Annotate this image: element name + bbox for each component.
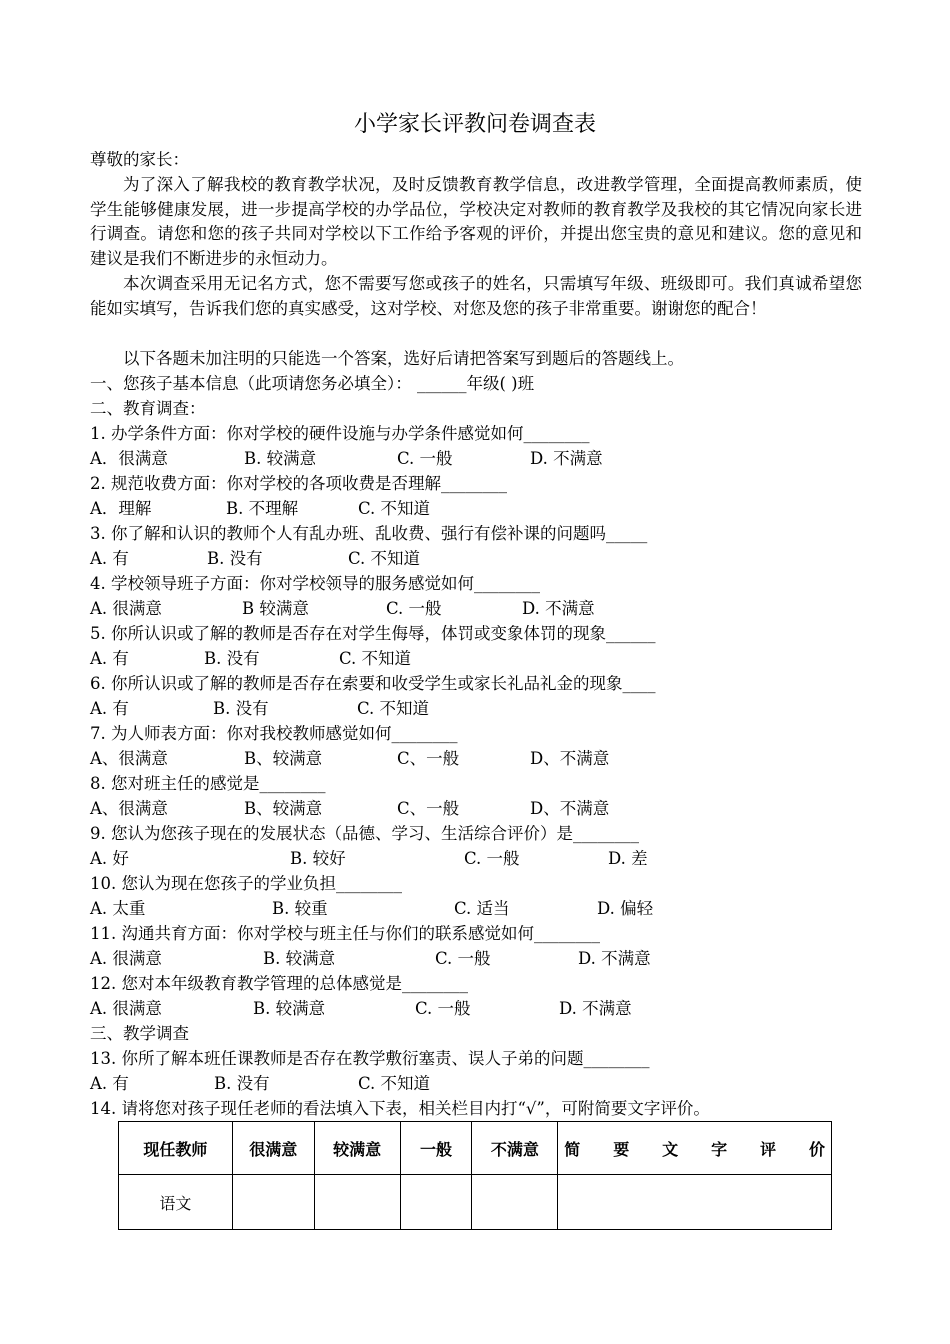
option: B. 较满意 [253, 999, 326, 1018]
option: C、一般 [397, 749, 460, 768]
option: D、不满意 [530, 799, 610, 818]
option: A. 好 [90, 849, 129, 868]
question-6: 6. 你所认识或了解的教师是否存在索要和收受学生或家长礼品礼金的现象____ [90, 674, 656, 693]
option: D. 不满意 [522, 599, 595, 618]
unsatisfied-cell[interactable] [472, 1175, 558, 1230]
options-6 [90, 697, 865, 722]
option: B 较满意 [242, 599, 309, 618]
option: C. 不知道 [348, 549, 421, 568]
options-5 [90, 647, 865, 672]
header-teacher: 现任教师 [119, 1122, 233, 1175]
intro-paragraph-3: 以下各题未加注明的只能选一个答案，选好后请把答案写到题后的答题线上。 [123, 349, 684, 368]
header-unsatisfied: 不满意 [472, 1122, 558, 1175]
option: D. 不满意 [559, 999, 632, 1018]
section-education-heading: 二、教育调查： [90, 399, 206, 418]
header-average: 一般 [400, 1122, 472, 1175]
option: C. 不知道 [339, 649, 412, 668]
options-7 [90, 747, 865, 772]
intro-paragraph-1: 为了深入了解我校的教育教学状况，及时反馈教育教学信息，改进教学管理，全面提高教师素质，使学生能够健康发展，进一步提高学校的办学品位，学校决定对教师的教育教学及我校的其它情况向家长进行调查。请您和您的孩子共同对学校以下工作给予客观的评价，并提出您宝贵的意见和建议。您的意见和建议是我们不断进步的永恒动力。 [90, 175, 862, 268]
option: A. 有 [90, 699, 129, 718]
question-10: 10. 您认为现在您孩子的学业负担________ [90, 874, 402, 893]
options-11 [90, 947, 865, 972]
average-cell[interactable] [400, 1175, 472, 1230]
option: A. 很满意 [90, 949, 162, 968]
question-14: 14. 请将您对孩子现任老师的看法填入下表，相关栏目内打“√”，可附简要文字评价。 [90, 1099, 710, 1118]
page-title: 小学家长评教问卷调查表 [353, 112, 596, 137]
comment-cell[interactable] [558, 1175, 832, 1230]
question-12: 12. 您对本年级教育教学管理的总体感觉是________ [90, 974, 468, 993]
options-1 [90, 447, 865, 472]
option: B、较满意 [244, 749, 323, 768]
option: B、较满意 [244, 799, 323, 818]
question-13: 13. 你所了解本班任课教师是否存在教学敷衍塞责、误人子弟的问题________ [90, 1049, 650, 1068]
header-brief-comment [558, 1122, 832, 1175]
question-2: 2. 规范收费方面：你对学校的各项收费是否理解________ [90, 474, 507, 493]
option: B. 不理解 [226, 499, 299, 518]
option: D. 不满意 [578, 949, 651, 968]
satisfied-cell[interactable] [314, 1175, 400, 1230]
option: C. 不知道 [357, 699, 430, 718]
header-char: 要 [613, 1139, 630, 1159]
option: D. 不满意 [530, 449, 603, 468]
question-4: 4. 学校领导班子方面：你对学校领导的服务感觉如何________ [90, 574, 540, 593]
header-char: 字 [711, 1139, 728, 1159]
question-11: 11. 沟通共育方面：你对学校与班主任与你们的联系感觉如何________ [90, 924, 600, 943]
option: C、一般 [397, 799, 460, 818]
header-very-satisfied: 很满意 [232, 1122, 314, 1175]
option: C. 不知道 [358, 1074, 431, 1093]
header-char: 评 [760, 1139, 777, 1159]
header-char: 简 [564, 1139, 581, 1159]
option: D. 偏轻 [597, 899, 654, 918]
option: A. 很满意 [90, 599, 162, 618]
options-3 [90, 547, 865, 572]
option: C. 适当 [454, 899, 510, 918]
option: A. 有 [90, 549, 129, 568]
option: B. 没有 [214, 1074, 270, 1093]
option: A、很满意 [90, 799, 168, 818]
option: B. 较好 [290, 849, 346, 868]
teacher-evaluation-table [118, 1121, 832, 1230]
option: B. 较满意 [263, 949, 336, 968]
option: A．很满意 [90, 449, 168, 468]
option: A．理解 [90, 499, 152, 518]
option: C. 一般 [386, 599, 442, 618]
option: A. 很满意 [90, 999, 162, 1018]
option: A. 有 [90, 1074, 129, 1093]
option: D. 差 [608, 849, 648, 868]
options-2 [90, 497, 865, 522]
section-teaching-heading: 三、教学调查 [90, 1024, 189, 1043]
options-13 [90, 1072, 865, 1097]
option: C. 一般 [464, 849, 520, 868]
option: C. 一般 [415, 999, 471, 1018]
option: C. 不知道 [358, 499, 431, 518]
greeting: 尊敬的家长： [90, 150, 189, 169]
options-4 [90, 597, 865, 622]
option: D、不满意 [530, 749, 610, 768]
option: A. 太重 [90, 899, 146, 918]
header-char: 文 [662, 1139, 679, 1159]
option: B. 较重 [272, 899, 328, 918]
question-3: 3. 你了解和认识的教师个人有乱办班、乱收费、强行有偿补课的问题吗_____ [90, 524, 648, 543]
question-5: 5. 你所认识或了解的教师是否存在对学生侮辱，体罚或变象体罚的现象______ [90, 624, 656, 643]
options-9 [90, 847, 865, 872]
header-satisfied: 较满意 [314, 1122, 400, 1175]
option: B. 没有 [213, 699, 269, 718]
question-7: 7. 为人师表方面：你对我校教师感觉如何________ [90, 724, 458, 743]
options-12 [90, 997, 865, 1022]
option: B. 没有 [204, 649, 260, 668]
question-1: 1. 办学条件方面：你对学校的硬件设施与办学条件感觉如何________ [90, 424, 590, 443]
very-satisfied-cell[interactable] [232, 1175, 314, 1230]
option: C. 一般 [397, 449, 453, 468]
question-9: 9. 您认为您孩子现在的发展状态（品德、学习、生活综合评价）是________ [90, 824, 639, 843]
basic-info-line: 一、您孩子基本信息（此项请您务必填全）： ______年级( )班 [90, 374, 535, 393]
option: A. 有 [90, 649, 129, 668]
table-header-row [119, 1122, 832, 1175]
options-8 [90, 797, 865, 822]
question-8: 8. 您对班主任的感觉是________ [90, 774, 326, 793]
option: A、很满意 [90, 749, 168, 768]
table-row [119, 1175, 832, 1230]
option: C. 一般 [435, 949, 491, 968]
header-char: 价 [808, 1139, 825, 1159]
teacher-subject-cell: 语文 [119, 1175, 233, 1230]
option: B. 没有 [207, 549, 263, 568]
options-10 [90, 897, 865, 922]
intro-paragraph-2: 本次调查采用无记名方式，您不需要写您或孩子的姓名，只需填写年级、班级即可。我们真诚希望您能如实填写，告诉我们您的真实感受，这对学校、对您及您的孩子非常重要。谢谢您的配合！ [90, 274, 862, 318]
option: B. 较满意 [244, 449, 317, 468]
